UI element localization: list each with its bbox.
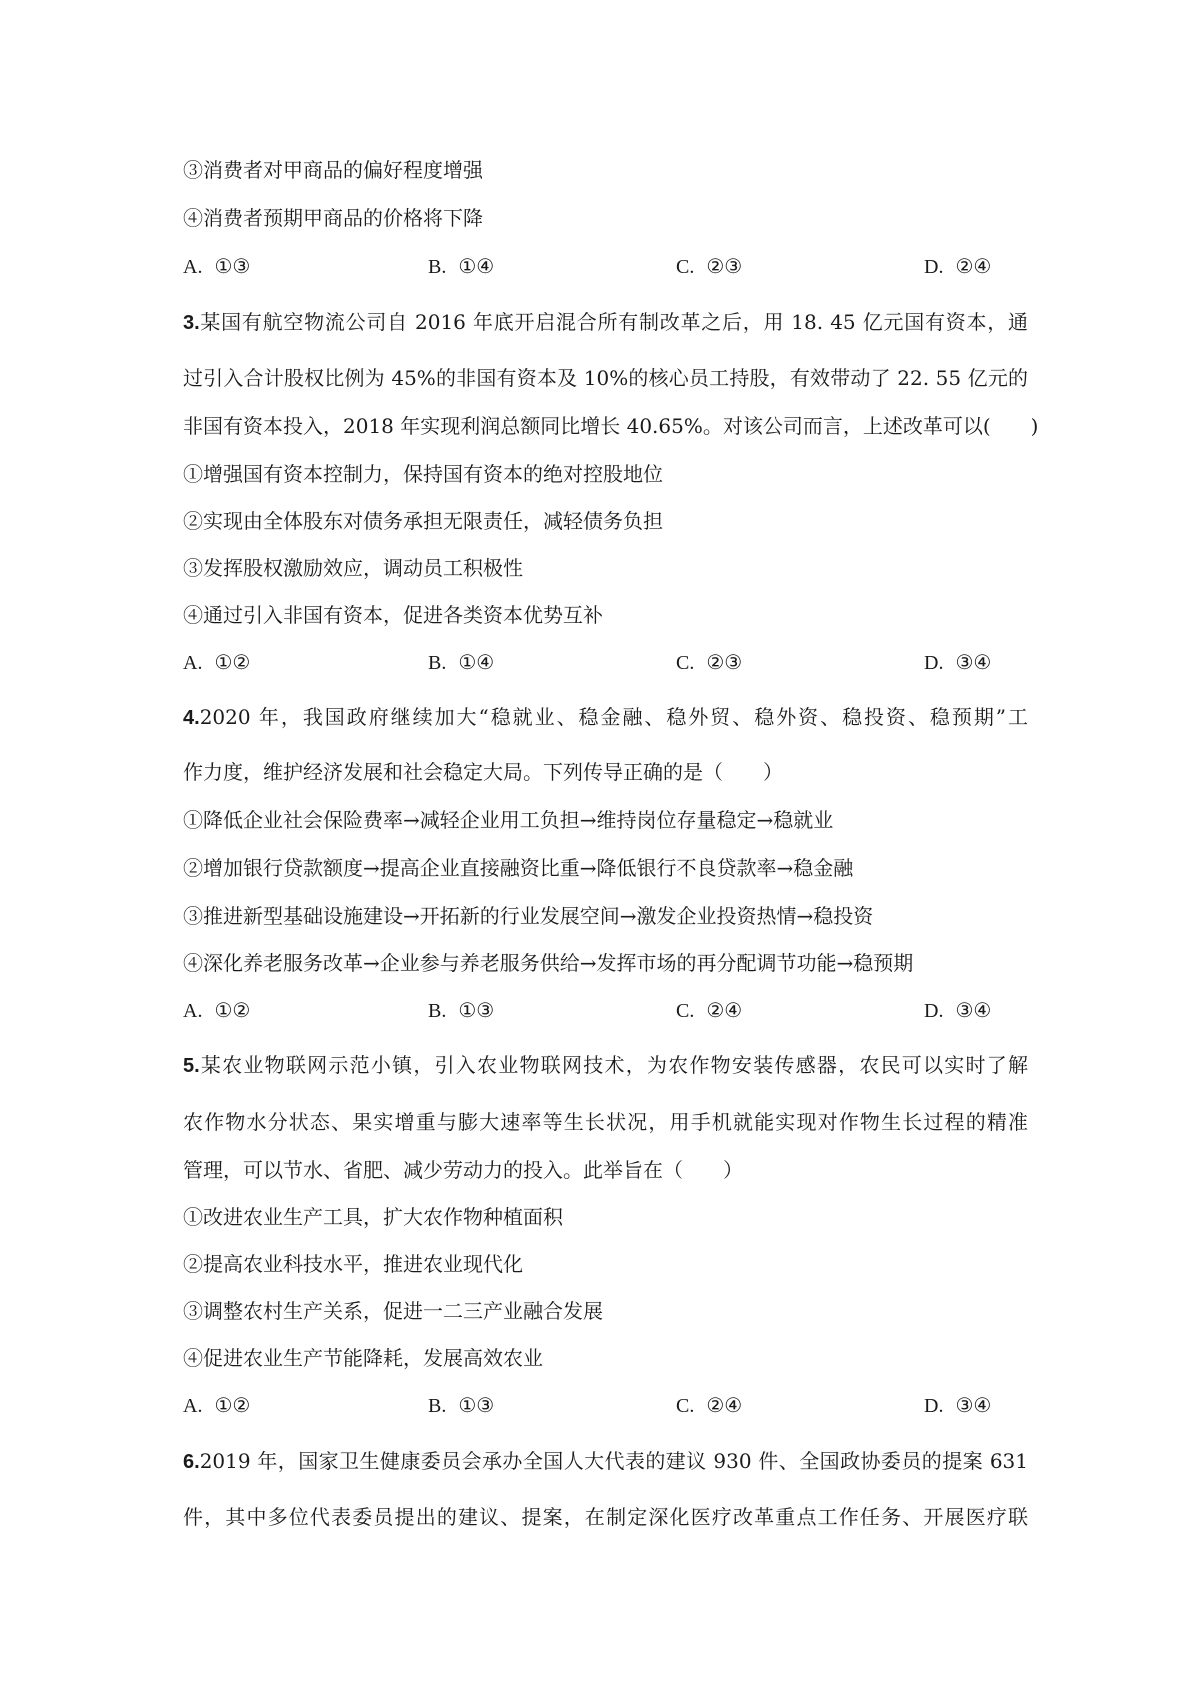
q5-stem-line-1: 5.某农业物联网示范小镇，引入农业物联网技术，为农作物安装传感器，农民可以实时了解 <box>183 1053 1028 1077</box>
q4-option-c: C. ②④ <box>676 998 743 1022</box>
q4-option-d: D. ③④ <box>924 998 992 1022</box>
q5-options <box>183 1391 1033 1419</box>
q3-stem-line-2: 过引入合计股权比例为 45%的非国有资本及 10%的核心员工持股，有效带动了 22. 55 亿元的 <box>183 366 1028 390</box>
q5-option-b: B. ①③ <box>428 1393 495 1417</box>
q5-item-4: ④促进农业生产节能降耗，发展高效农业 <box>183 1346 543 1370</box>
q4-option-a: A. ①② <box>183 998 251 1022</box>
q4-stem-line-1: 4.2020 年，我国政府继续加大“稳就业、稳金融、稳外贸、稳外资、稳投资、稳预期”工 <box>183 705 1028 729</box>
q5-option-c: C. ②④ <box>676 1393 743 1417</box>
q5-item-1: ①改进农业生产工具，扩大农作物种植面积 <box>183 1205 563 1229</box>
q5-item-3: ③调整农村生产关系，促进一二三产业融合发展 <box>183 1299 603 1323</box>
q6-stem-line-1: 6.2019 年，国家卫生健康委员会承办全国人大代表的建议 930 件、全国政协委员的提案 631 <box>183 1449 1028 1473</box>
q4-item-3: ③推进新型基础设施建设→开拓新的行业发展空间→激发企业投资热情→稳投资 <box>183 904 874 928</box>
q3-option-b: B. ①④ <box>428 650 495 674</box>
q3-item-4: ④通过引入非国有资本，促进各类资本优势互补 <box>183 603 603 627</box>
q5-stem-line-3: 管理，可以节水、省肥、减少劳动力的投入。此举旨在（ ） <box>183 1158 743 1182</box>
q3-stem-line-3: 非国有资本投入，2018 年实现利润总额同比增长 40.65%。对该公司而言，上述改革可以( ) <box>183 414 1039 438</box>
q2-option-c: C. ②③ <box>676 254 743 278</box>
q4-number: 4. <box>183 707 200 729</box>
q4-options <box>183 996 1033 1024</box>
q5-stem-line-2: 农作物水分状态、果实增重与膨大速率等生长状况，用手机就能实现对作物生长过程的精准 <box>183 1110 1028 1134</box>
q5-number: 5. <box>183 1055 200 1077</box>
q4-item-4: ④深化养老服务改革→企业参与养老服务供给→发挥市场的再分配调节功能→稳预期 <box>183 951 914 975</box>
q5-option-a: A. ①② <box>183 1393 251 1417</box>
q3-option-c: C. ②③ <box>676 650 743 674</box>
q4-item-1: ①降低企业社会保险费率→减轻企业用工负担→维持岗位存量稳定→稳就业 <box>183 808 834 832</box>
q3-number: 3. <box>183 312 200 334</box>
q3-item-1: ①增强国有资本控制力，保持国有资本的绝对控股地位 <box>183 462 663 486</box>
q2-option-a: A. ①③ <box>183 254 251 278</box>
q2-item-4: ④消费者预期甲商品的价格将下降 <box>183 206 483 230</box>
q3-item-3: ③发挥股权激励效应，调动员工积极性 <box>183 556 523 580</box>
q4-item-2: ②增加银行贷款额度→提高企业直接融资比重→降低银行不良贷款率→稳金融 <box>183 856 854 880</box>
q3-option-d: D. ③④ <box>924 650 992 674</box>
q2-option-b: B. ①④ <box>428 254 495 278</box>
q3-options <box>183 648 1033 676</box>
q3-option-a: A. ①② <box>183 650 251 674</box>
q3-item-2: ②实现由全体股东对债务承担无限责任，减轻债务负担 <box>183 509 663 533</box>
q6-stem-line-2: 件，其中多位代表委员提出的建议、提案，在制定深化医疗改革重点工作任务、开展医疗联 <box>183 1505 1028 1529</box>
q2-options <box>183 252 1033 280</box>
q5-option-d: D. ③④ <box>924 1393 992 1417</box>
q5-item-2: ②提高农业科技水平，推进农业现代化 <box>183 1252 523 1276</box>
q2-option-d: D. ②④ <box>924 254 992 278</box>
q4-option-b: B. ①③ <box>428 998 495 1022</box>
q6-number: 6. <box>183 1451 200 1473</box>
q3-stem-line-1: 3.某国有航空物流公司自 2016 年底开启混合所有制改革之后，用 18. 45 亿元国有资本，通 <box>183 310 1028 334</box>
q2-item-3: ③消费者对甲商品的偏好程度增强 <box>183 158 483 182</box>
q4-stem-line-2: 作力度，维护经济发展和社会稳定大局。下列传导正确的是（ ） <box>183 760 783 784</box>
